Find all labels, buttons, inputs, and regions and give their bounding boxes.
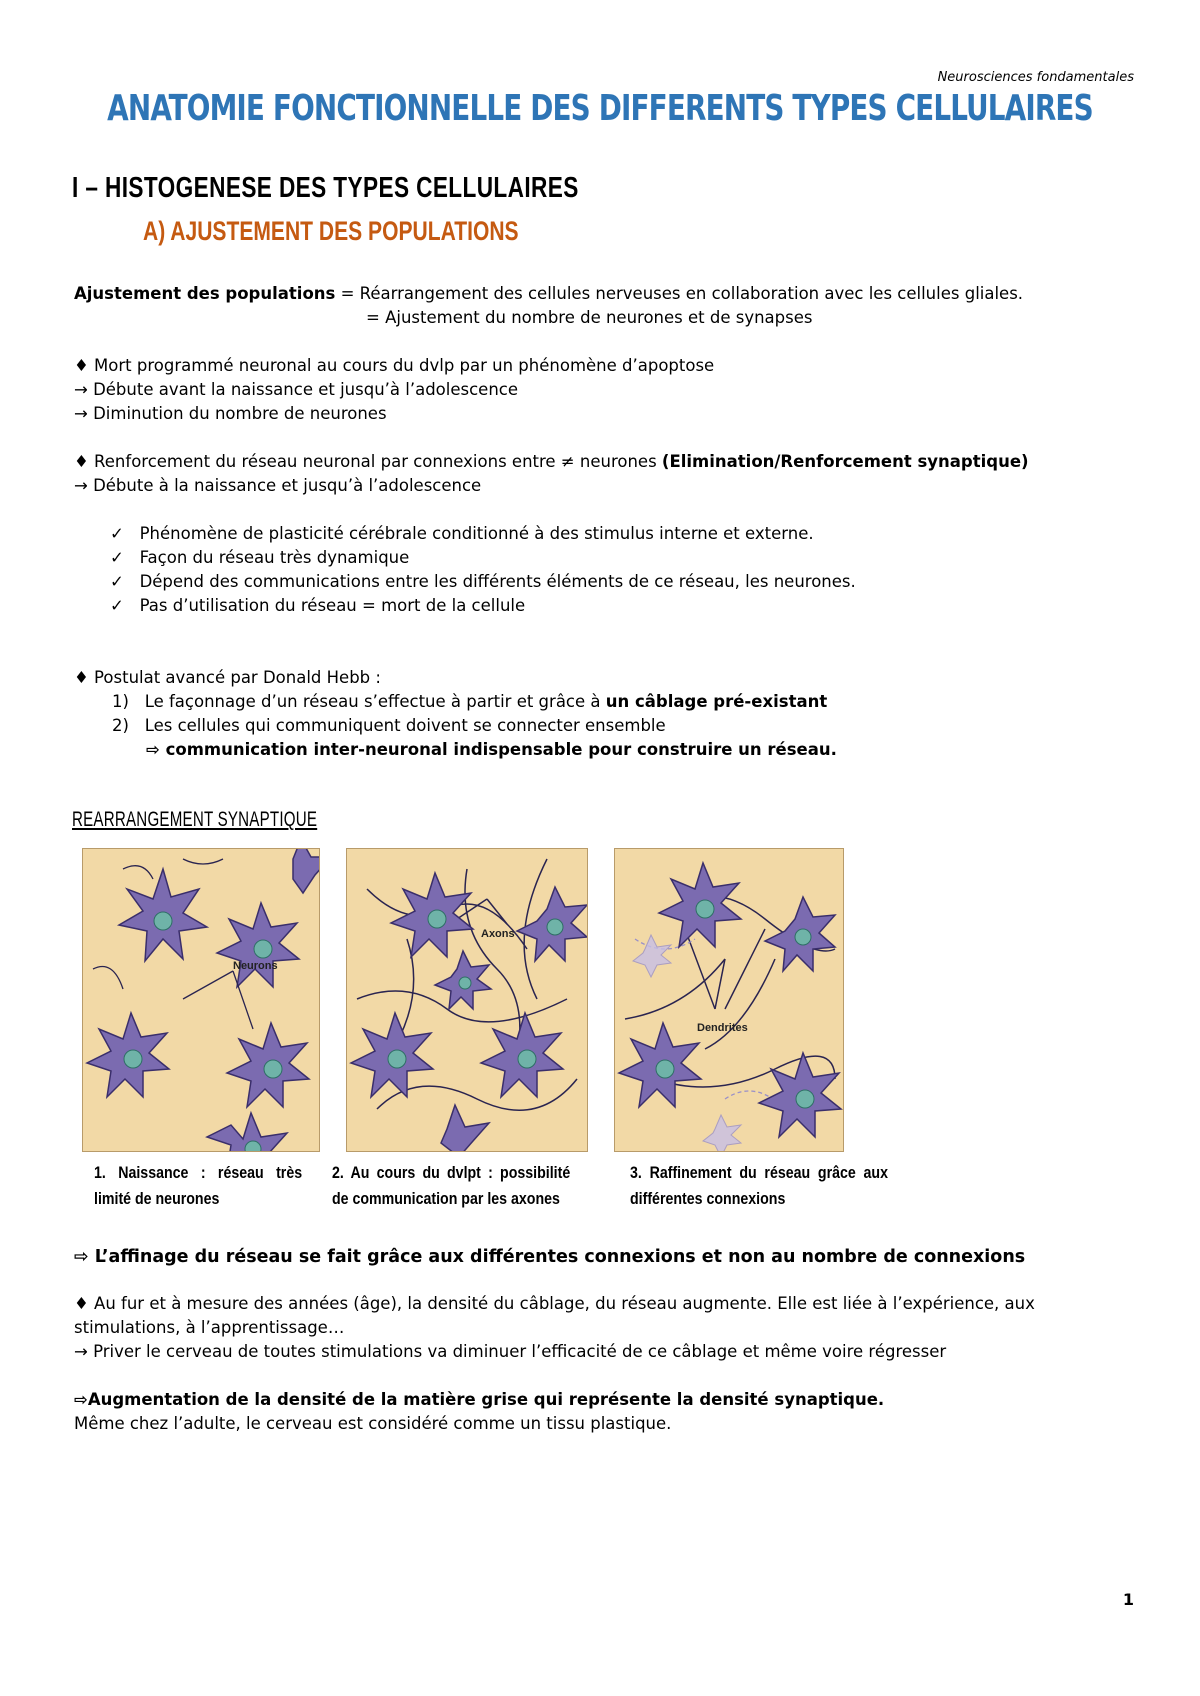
bullet-bold-text: (Elimination/Renforcement synaptique) — [661, 452, 1029, 471]
bullet-apoptose — [74, 356, 714, 376]
item-number: 2) — [112, 716, 129, 735]
neurons-illustration — [83, 849, 319, 1151]
arrow-line — [74, 380, 518, 400]
dendrites-illustration — [615, 849, 843, 1151]
running-header: Neurosciences fondamentales — [937, 70, 1134, 85]
checkmark-icon: ✓ — [110, 548, 124, 567]
arrow-text: Débute avant la naissance et jusqu’à l’adolescence — [93, 380, 518, 399]
drop-bullet-icon: ♦ — [74, 668, 89, 687]
figure-heading: REARRANGEMENT SYNAPTIQUE — [72, 808, 318, 831]
item-text: Le façonnage d’un réseau s’effectue à partir et grâce à — [144, 692, 606, 711]
definition-term: Ajustement des populations — [74, 284, 336, 303]
figure-caption-3: 3. Raffinement du réseau grâce aux différentes connexions — [630, 1164, 888, 1208]
figure-caption-1: 1. Naissance : réseau très limité de neurones — [94, 1164, 303, 1208]
arrow-line — [74, 476, 481, 496]
check-text: Pas d’utilisation du réseau = mort de la cellule — [139, 596, 526, 615]
check-item — [110, 524, 814, 544]
final-line: Même chez l’adulte, le cerveau est considéré comme un tissu plastique. — [74, 1414, 672, 1433]
hollow-arrow-icon: ⇨ — [74, 1247, 89, 1267]
arrow-right-icon: → — [74, 1342, 88, 1361]
hollow-arrow-icon: ⇨ — [146, 740, 160, 759]
check-text: Façon du réseau très dynamique — [139, 548, 410, 567]
item-text: Les cellules qui communiquent doivent se connecter ensemble — [144, 716, 666, 735]
check-text: Phénomène de plasticité cérébrale conditionné à des stimulus interne et externe. — [139, 524, 814, 543]
definition-line-2: = Ajustement du nombre de neurones et de synapses — [366, 308, 813, 327]
arrow-text: Diminution du nombre de neurones — [93, 404, 387, 423]
definition-line-1 — [74, 284, 1023, 304]
figure-panel-development — [346, 848, 588, 1152]
checkmark-icon: ✓ — [110, 596, 124, 615]
affinage-statement — [74, 1247, 1025, 1267]
check-item — [110, 572, 856, 592]
bullet-density-continued: stimulations, à l’apprentissage… — [74, 1318, 345, 1337]
subsection-heading: A) AJUSTEMENT DES POPULATIONS — [143, 216, 519, 246]
conclusion-text: communication inter-neuronal indispensable pour construire un réseau. — [165, 740, 837, 759]
axons-illustration — [347, 849, 587, 1151]
check-text: Dépend des communications entre les différents éléments de ce réseau, les neurones. — [139, 572, 856, 591]
arrow-right-icon: → — [74, 380, 88, 399]
figure-panel-birth — [82, 848, 320, 1152]
numbered-item — [112, 716, 666, 736]
figure-caption-2: 2. Au cours du dvlpt : possibilité de communication par les axones — [332, 1164, 571, 1208]
affinage-text: L’affinage du réseau se fait grâce aux différentes connexions et non au nombre de connexions — [94, 1247, 1026, 1267]
arrow-right-icon: → — [74, 476, 88, 495]
numbered-item — [112, 692, 827, 712]
bullet-text: Renforcement du réseau neuronal par connexions entre ≠ neurones — [94, 452, 662, 471]
drop-bullet-icon: ♦ — [74, 452, 89, 471]
page-title: ANATOMIE FONCTIONNELLE DES DIFFERENTS TYPES CELLULAIRES — [107, 88, 1093, 129]
page-number: 1 — [1122, 1590, 1134, 1609]
checkmark-icon: ✓ — [110, 572, 124, 591]
neurons-label: Neurons — [233, 960, 278, 972]
section-heading: I – HISTOGENESE DES TYPES CELLULAIRES — [72, 172, 579, 204]
bullet-text: Au fur et à mesure des années (âge), la densité du câblage, du réseau augmente. Elle est liée à l’expérience, aux — [94, 1294, 1035, 1313]
bullet-hebb — [74, 668, 381, 688]
arrow-text: Priver le cerveau de toutes stimulations va diminuer l’efficacité de ce câblage et même voire régresser — [93, 1342, 947, 1361]
arrow-text: Débute à la naissance et jusqu’à l’adolescence — [93, 476, 482, 495]
arrow-line — [74, 404, 387, 424]
figure-panel-refinement — [614, 848, 844, 1152]
axons-label: Axons — [481, 928, 515, 940]
item-bold-text: un câblage pré-existant — [605, 692, 828, 711]
arrow-line — [74, 1342, 946, 1362]
item-number: 1) — [112, 692, 129, 711]
final-bold-text: Augmentation de la densité de la matière grise qui représente la densité synaptique. — [87, 1390, 885, 1409]
conclusion-line — [146, 740, 837, 760]
definition-text: = Réarrangement des cellules nerveuses en collaboration avec les cellules gliales. — [335, 284, 1024, 303]
check-item — [110, 548, 409, 568]
hollow-arrow-icon: ⇨ — [74, 1390, 88, 1409]
bullet-text: Postulat avancé par Donald Hebb : — [94, 668, 381, 687]
checkmark-icon: ✓ — [110, 524, 124, 543]
arrow-right-icon: → — [74, 404, 88, 423]
dendrites-label: Dendrites — [697, 1022, 748, 1034]
final-statement — [74, 1390, 884, 1410]
bullet-renforcement — [74, 452, 1029, 472]
bullet-density — [74, 1294, 1035, 1314]
check-item — [110, 596, 525, 616]
drop-bullet-icon: ♦ — [74, 356, 89, 375]
drop-bullet-icon: ♦ — [74, 1294, 89, 1313]
bullet-text: Mort programmé neuronal au cours du dvlp par un phénomène d’apoptose — [94, 356, 715, 375]
